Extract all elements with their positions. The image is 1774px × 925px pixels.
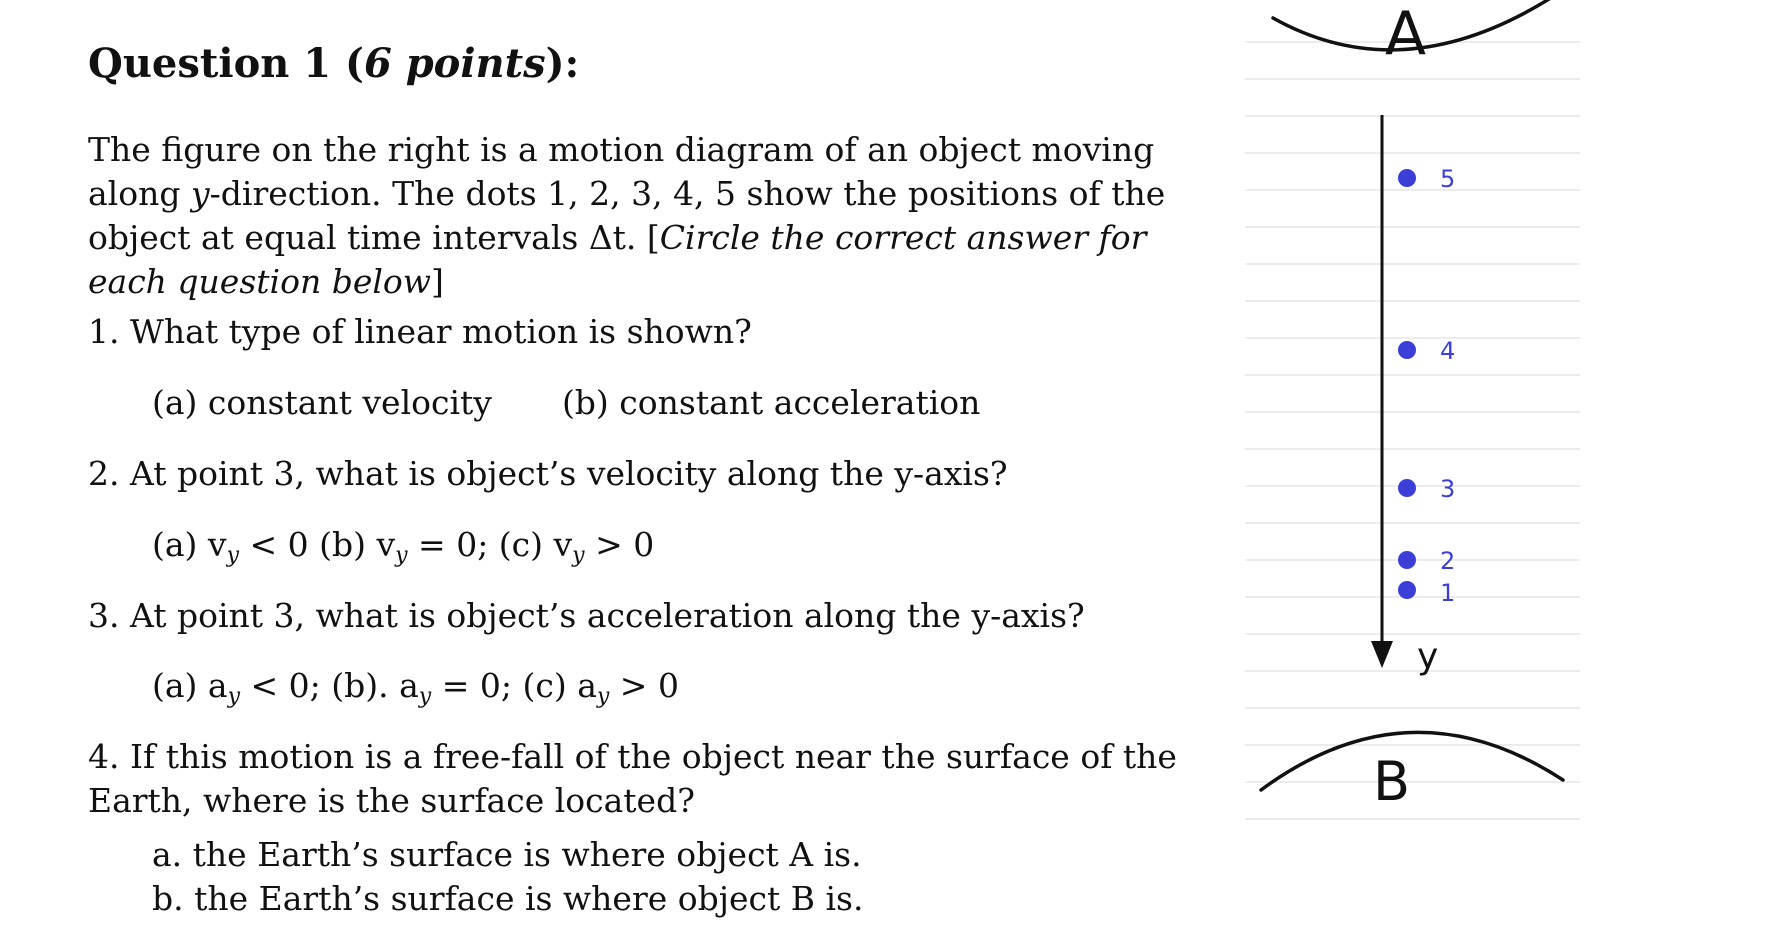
- dot-1: [1398, 581, 1416, 599]
- dot-2: [1398, 551, 1416, 569]
- instruction: Circle the correct answer for each question below: [88, 218, 1147, 301]
- dot-4: [1398, 341, 1416, 359]
- dot-label-4: 4: [1440, 337, 1456, 365]
- option-4b[interactable]: b. the Earth’s surface is where object B is.: [152, 879, 864, 918]
- dot-label-5: 5: [1440, 165, 1456, 193]
- y-axis-label: y: [1417, 636, 1439, 677]
- question-item-4: 4. If this motion is a free-fall of the object near the surface of the Earth, where is the surface located?: [88, 737, 1177, 820]
- dot-label-3: 3: [1440, 475, 1456, 503]
- question-intro: The figure on the right is a motion diagram of an object moving along y-direction. The dots 1, 2, 3, 4, 5 show the positions of the object at equal time intervals Δt. [Circle the correct answer for each question below]: [88, 130, 1166, 301]
- dot-label-2: 2: [1440, 547, 1456, 575]
- ruled-lines: [1245, 42, 1580, 819]
- question-item-2: 2. At point 3, what is object’s velocity along the y-axis?: [88, 454, 1008, 493]
- question-title: Question 1 (6 points):: [88, 40, 580, 87]
- options-3[interactable]: (a) $a_y < 0$; (b). $a_y = 0$; (c) $a_y > 0$: [152, 666, 679, 709]
- label-a: A: [1385, 0, 1427, 69]
- motion-diagram: [1245, 0, 1585, 925]
- options-1: [152, 381, 980, 425]
- label-b: B: [1373, 750, 1411, 813]
- points-label: 6 points: [363, 40, 546, 87]
- dot-5: [1398, 169, 1416, 187]
- dot-3: [1398, 479, 1416, 497]
- question-item-1: 1. What type of linear motion is shown?: [88, 312, 752, 351]
- y-axis-arrowhead: [1371, 641, 1393, 668]
- option-1b[interactable]: (b) constant acceleration: [561, 383, 981, 422]
- question-item-3: 3. At point 3, what is object’s acceleration along the y-axis?: [88, 596, 1085, 635]
- options-2[interactable]: (a) $v_y < 0$ (b) $v_y = 0$; (c) $v_y > 0$: [152, 525, 655, 568]
- option-4a[interactable]: a. the Earth’s surface is where object A is.: [152, 835, 862, 874]
- dot-label-1: 1: [1440, 579, 1456, 607]
- option-1a[interactable]: (a) constant velocity: [152, 383, 492, 422]
